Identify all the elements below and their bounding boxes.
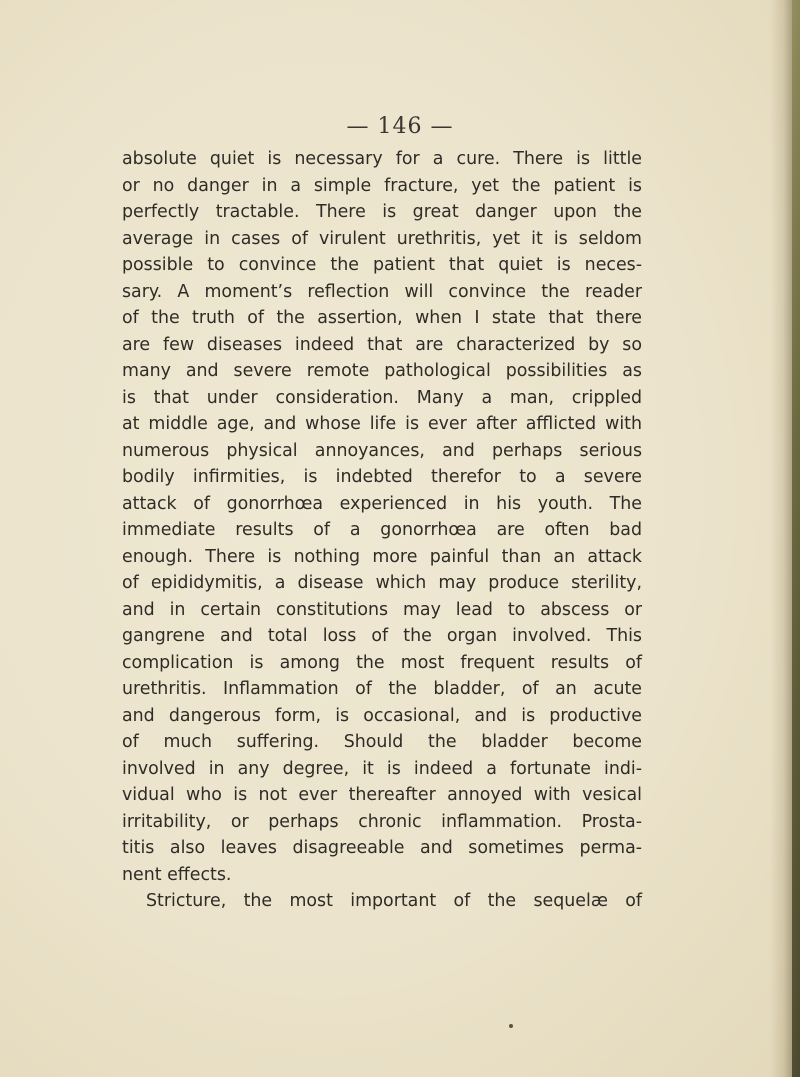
text-line: numerous physical annoyances, and perhaps serious xyxy=(122,440,642,461)
text-line: of the truth of the assertion, when I state that there xyxy=(122,308,642,328)
text-line: many and severe remote pathological possibilities as xyxy=(122,361,642,381)
text-line: complication is among the most frequent results of xyxy=(122,652,642,673)
text-line: average in cases of virulent urethritis, yet it is seldom xyxy=(122,228,642,249)
paragraph-start-line: Stricture, the most important of the sequelæ of xyxy=(146,891,642,911)
ink-speck xyxy=(509,1024,513,1028)
text-line: sary. A moment’s reflection will convince the reader xyxy=(122,281,642,302)
text-line: or no danger in a simple fracture, yet the patient is xyxy=(122,175,642,196)
paragraph-end-line: nent effects. xyxy=(122,864,232,885)
text-line: urethritis. Inflammation of the bladder, of an acute xyxy=(122,679,642,699)
text-line: possible to convince the patient that quiet is neces- xyxy=(122,255,642,275)
text-line: attack of gonorrhœa experienced in his youth. The xyxy=(122,493,642,514)
text-line: enough. There is nothing more painful than an attack xyxy=(122,546,642,567)
text-line: at middle age, and whose life is ever after afflicted with xyxy=(122,414,642,434)
text-line: and dangerous form, is occasional, and is productive xyxy=(122,705,642,726)
text-line: are few diseases indeed that are characterized by so xyxy=(122,334,642,355)
text-line: titis also leaves disagreeable and sometimes perma- xyxy=(122,838,642,858)
text-line: of epididymitis, a disease which may produce sterility, xyxy=(122,573,642,593)
text-line: involved in any degree, it is indeed a fortunate indi- xyxy=(122,758,642,779)
body-text xyxy=(122,146,642,915)
text-line: perfectly tractable. There is great danger upon the xyxy=(122,202,642,222)
page-binding-edge xyxy=(792,0,800,1077)
text-line: vidual who is not ever thereafter annoyed with vesical xyxy=(122,785,642,805)
text-line: gangrene and total loss of the organ involved. This xyxy=(122,626,642,646)
text-line: bodily infirmities, is indebted therefor to a severe xyxy=(122,467,642,487)
text-line: absolute quiet is necessary for a cure. There is little xyxy=(122,149,642,169)
text-line: of much suffering. Should the bladder become xyxy=(122,732,642,752)
text-line: immediate results of a gonorrhœa are often bad xyxy=(122,520,642,540)
text-line: and in certain constitutions may lead to abscess or xyxy=(122,599,642,620)
page-number: — 146 — xyxy=(346,114,454,139)
text-line: is that under consideration. Many a man, crippled xyxy=(122,387,642,408)
text-line: irritability, or perhaps chronic inflammation. Prosta- xyxy=(122,811,642,832)
